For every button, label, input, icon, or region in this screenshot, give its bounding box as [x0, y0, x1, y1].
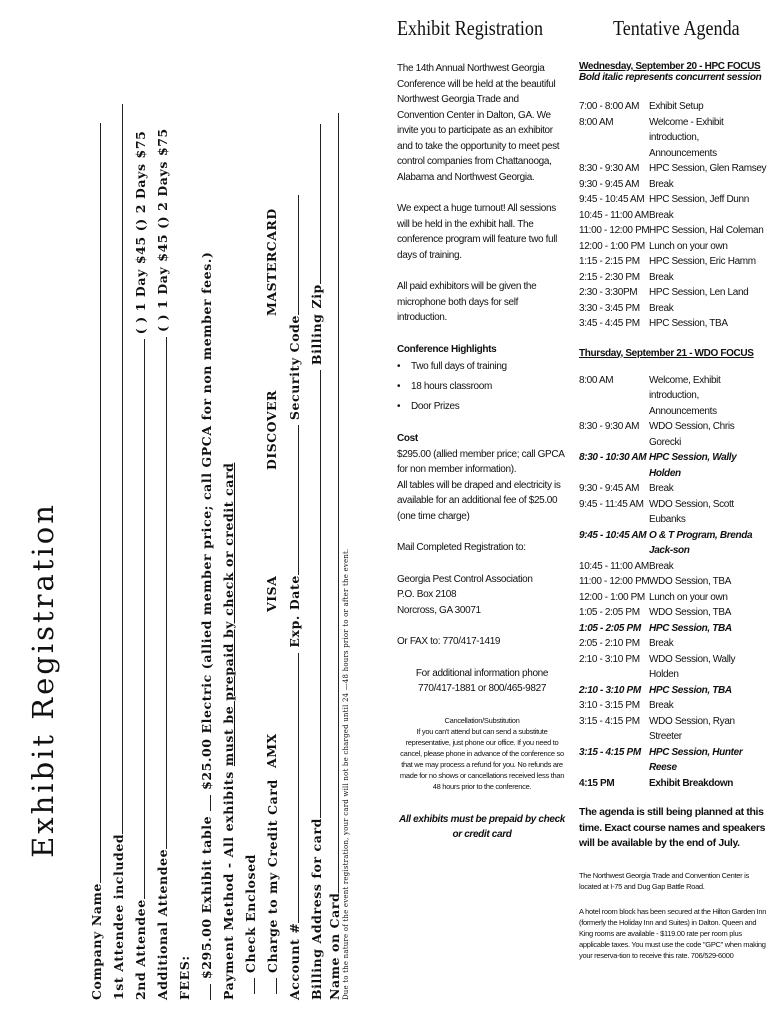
- concurrent-session-note: Bold italic represents concurrent session: [579, 72, 762, 83]
- cost-text: $295.00 (allied member price; call GPCA for non member information).: [397, 448, 564, 475]
- agenda-time: 2:15 - 2:30 PM: [579, 271, 640, 283]
- account-number-label: Account #: [287, 922, 302, 1000]
- agenda-event: HPC Session, Eric Hamm: [649, 256, 756, 267]
- attendee1-label: 1st Attendee included: [111, 833, 126, 1000]
- agenda-row: [579, 776, 767, 792]
- prepaid-notice: All exhibits must be prepaid by check or credit card: [399, 813, 565, 840]
- agenda-row: [579, 683, 767, 699]
- agenda-time: 3:45 - 4:45 PM: [579, 318, 640, 329]
- agenda-event: Lunch on your own: [649, 240, 728, 252]
- card-mastercard[interactable]: MASTERCARD: [264, 208, 279, 316]
- agenda-event: Break: [649, 700, 674, 711]
- payment-method-requirement: must be prepaid by check or credit card: [221, 462, 236, 767]
- address-line: Norcross, GA 30071: [397, 604, 481, 616]
- electric-checkbox[interactable]: [198, 795, 211, 811]
- agenda-row: [579, 590, 767, 606]
- agenda-event: Welcome - Exhibit introduction, Announcements: [649, 116, 724, 159]
- exp-date-label: Exp. Date: [287, 575, 302, 648]
- tables-text: All tables will be draped and electricity is available for an additional fee of $25.00 (one time charge): [397, 479, 561, 522]
- billing-zip-label: Billing Zip: [309, 284, 324, 366]
- electric-fee: $25.00 Electric (allied member price; call GPCA for non member fees.): [199, 251, 214, 790]
- agenda-row: [579, 115, 767, 162]
- attendee2-days-options[interactable]: ) 2 Days $75: [133, 130, 148, 225]
- agenda-time: 10:45 - 11:00 AM: [579, 560, 649, 572]
- additional-attendee-label: Additional Attendee: [155, 848, 170, 1000]
- agenda-event: HPC Session, Wally Holden: [649, 452, 737, 479]
- agenda-row: [579, 192, 767, 208]
- security-code-label: Security Code: [287, 314, 302, 421]
- agenda-time: 1:05 - 2:05 PM: [579, 622, 641, 634]
- day2-heading: Thursday, September 21 - WDO FOCUS: [579, 347, 754, 359]
- agenda-row: [579, 239, 767, 255]
- planning-note: The agenda is still being planned at this time. Exact course names and speakers will be available by the end of July.: [579, 806, 766, 849]
- agenda-row: [579, 316, 767, 332]
- agenda-row: [579, 254, 767, 270]
- agenda-event: O & T Program, Brenda Jack-son: [649, 529, 753, 556]
- agenda-time: 9:30 - 9:45 AM: [579, 483, 640, 494]
- agenda-time: 8:30 - 9:30 AM: [579, 163, 640, 174]
- additional-days-options[interactable]: ) 2 Days $75: [155, 128, 170, 223]
- agenda-time: 8:00 AM: [579, 374, 614, 386]
- agenda-time: 1:05 - 2:05 PM: [579, 607, 640, 618]
- registration-form-panel: [0, 0, 372, 1024]
- company-name-label: Company Name: [89, 883, 104, 1000]
- card-visa[interactable]: VISA: [264, 575, 279, 612]
- agenda-row: [579, 559, 767, 575]
- charge-disclaimer: Due to the nature of the event registration, your card will not be charged until 24 —48 hours prior to or after the event.: [342, 548, 350, 1000]
- exp-date-line[interactable]: [286, 425, 299, 575]
- agenda-time: 10:45 - 11:00 AM: [579, 209, 649, 221]
- agenda-row: [579, 714, 767, 745]
- attendee1-line[interactable]: [110, 104, 123, 834]
- agenda-row: [579, 301, 767, 317]
- day2-agenda: [579, 373, 767, 792]
- agenda-event: WDO Session, TBA: [649, 607, 732, 618]
- highlight-item: • Door Prizes: [411, 397, 567, 417]
- agenda-row: [579, 270, 767, 286]
- address-line: Georgia Pest Control Association: [397, 573, 533, 585]
- additional-attendee-line[interactable]: [154, 337, 167, 849]
- registration-form: [24, 50, 354, 1000]
- agenda-time: 11:00 - 12:00 PM: [579, 225, 650, 236]
- payment-method: [220, 463, 238, 1000]
- agenda-row: [579, 161, 767, 177]
- mail-label: Mail Completed Registration to:: [397, 542, 526, 553]
- highlight-item: • 18 hours classroom: [411, 377, 567, 397]
- agenda-row: [579, 450, 767, 481]
- microphone-paragraph: All paid exhibitors will be given the microphone both days for self introduction.: [397, 281, 537, 323]
- agenda-event: HPC Session, TBA: [649, 622, 732, 634]
- address-line: P.O. Box 2108: [397, 589, 457, 600]
- agenda-event: WDO Session, TBA: [649, 576, 732, 587]
- agenda-event: Break: [649, 302, 674, 314]
- agenda-row: [579, 99, 767, 115]
- agenda-row: [579, 574, 767, 590]
- agenda-time: 9:45 - 10:45 AM: [579, 194, 645, 205]
- attendee2-open-paren[interactable]: (: [133, 327, 148, 335]
- agenda-event: Exhibit Breakdown: [649, 777, 734, 789]
- agenda-time: 3:30 - 3:45 PM: [579, 302, 640, 314]
- agenda-row: [579, 636, 767, 652]
- agenda-row: [579, 698, 767, 714]
- agenda-event: WDO Session, Chris Gorecki: [649, 421, 735, 448]
- highlights-list: [397, 357, 567, 417]
- cancellation-text: If you can't attend but can send a substitute representative, just phone our office. If you need to cancel, please phone in advance of the conference so that we may process a refund for you. No refunds are made for no shows or cancellations received less than 48 hours prior to the conference.: [399, 726, 565, 791]
- exhibit-registration-heading: Exhibit Registration: [397, 16, 543, 40]
- fees-options[interactable]: [198, 252, 216, 1000]
- fees-label: FEES:: [177, 955, 192, 1000]
- agenda-time: 7:00 - 8:00 AM: [579, 101, 640, 112]
- agenda-event: Break: [649, 483, 674, 494]
- phone-info: For additional information phone 770/417-1881 or 800/465-9827: [415, 667, 549, 694]
- agenda-row: [579, 621, 767, 637]
- check-enclosed-option[interactable]: [242, 854, 260, 994]
- agenda-row: [579, 528, 767, 559]
- agenda-event: Break: [649, 209, 674, 221]
- agenda-row: [579, 285, 767, 301]
- billing-address-label: Billing Address for card: [309, 818, 324, 1000]
- agenda-row: [579, 652, 767, 683]
- cancellation-title: Cancellation/Substitution: [444, 715, 520, 725]
- agenda-time: 2:30 - 3:30PM: [579, 287, 638, 298]
- check-enclosed-label: Check Enclosed: [243, 853, 258, 974]
- agenda-row: [579, 177, 767, 193]
- exhibit-info-column: [397, 16, 567, 843]
- agenda-event: Break: [649, 560, 674, 572]
- account-number-line[interactable]: [286, 653, 299, 923]
- agenda-event: Break: [649, 178, 674, 190]
- agenda-row: [579, 208, 767, 224]
- account-number-field[interactable]: [286, 195, 304, 1000]
- attendee1-field[interactable]: [110, 104, 128, 1000]
- agenda-time: 12:00 - 1:00 PM: [579, 591, 645, 603]
- agenda-event: HPC Session, Hunter Reese: [649, 746, 743, 773]
- agenda-event: WDO Session, Wally Holden: [649, 653, 736, 680]
- agenda-time: 9:45 - 10:45 AM: [579, 529, 647, 541]
- agenda-row: [579, 605, 767, 621]
- agenda-time: 2:05 - 2:10 PM: [579, 638, 640, 649]
- attendee2-line[interactable]: [132, 339, 145, 899]
- day1-agenda: [579, 99, 767, 332]
- agenda-time: 3:15 - 4:15 PM: [579, 746, 641, 758]
- agenda-row: [579, 497, 767, 528]
- agenda-time: 9:30 - 9:45 AM: [579, 178, 640, 190]
- additional-open-paren[interactable]: (: [155, 325, 170, 332]
- agenda-event: WDO Session, Ryan Streeter: [649, 715, 735, 742]
- agenda-event: Break: [649, 638, 674, 649]
- turnout-paragraph: We expect a huge turnout! All sessions will be held in the exhibit hall. The conference program will feature two full days of training.: [397, 203, 557, 261]
- agenda-time: 2:10 - 3:10 PM: [579, 653, 640, 665]
- exhibit-table-fee: $295.00 Exhibit table: [199, 815, 214, 980]
- highlights-title: Conference Highlights: [397, 343, 497, 355]
- location-note: The Northwest Georgia Trade and Convention Center is located at I-75 and Dug Gap Battle Road.: [579, 870, 749, 891]
- agenda-event: WDO Session, Scott Eubanks: [649, 498, 734, 525]
- agenda-row: [579, 373, 767, 420]
- credit-card-label: Charge to my Credit Card: [265, 779, 280, 974]
- company-name-field[interactable]: [88, 123, 106, 1000]
- agenda-row: [579, 481, 767, 497]
- agenda-time: 1:15 - 2:15 PM: [579, 256, 640, 267]
- credit-card-checkbox[interactable]: [264, 978, 277, 994]
- day1-heading: Wednesday, September 20 - HPC FOCUS: [579, 61, 761, 72]
- agenda-time: 3:15 - 4:15 PM: [579, 715, 640, 727]
- agenda-column: [579, 16, 767, 961]
- agenda-event: HPC Session, TBA: [649, 318, 728, 329]
- name-on-card-line[interactable]: [326, 113, 339, 893]
- agenda-row: [579, 745, 767, 776]
- company-name-line[interactable]: [88, 123, 101, 883]
- hotel-note: A hotel room block has been secured at the Hilton Garden Inn (formerly the Holiday Inn and Suites) in Dalton. Queen and King rooms are available - $119.00 rate per room plus applicable taxes. You must use the code "GPC" when making your reserva-tion to receive this rate. 706/529-6000: [579, 906, 767, 960]
- agenda-row: [579, 223, 767, 239]
- agenda-event: HPC Session, Len Land: [649, 287, 749, 298]
- agenda-event: Break: [649, 271, 674, 283]
- fax-number: Or FAX to: 770/417-1419: [397, 636, 501, 647]
- mailing-address: [397, 572, 567, 619]
- cost-title: Cost: [397, 433, 418, 444]
- payment-method-label: Payment Method - All exhibits: [221, 771, 236, 1000]
- agenda-time: 2:10 - 3:10 PM: [579, 684, 641, 696]
- agenda-event: HPC Session, Hal Coleman: [649, 225, 764, 236]
- agenda-time: 4:15 PM: [579, 777, 615, 789]
- name-on-card-label: Name on Card: [327, 892, 342, 1000]
- attendee2-label: 2nd Attendee: [133, 899, 148, 1000]
- agenda-event: HPC Session, TBA: [649, 684, 732, 696]
- agenda-row: [579, 419, 767, 450]
- agenda-event: Exhibit Setup: [649, 101, 704, 112]
- attendee2-field[interactable]: [132, 131, 150, 1000]
- credit-card-option[interactable]: [264, 779, 282, 994]
- highlight-item: • Two full days of training: [411, 357, 567, 377]
- intro-paragraph: The 14th Annual Northwest Georgia Conference will be held at the beautiful Northwest Georgia Trade and Convention Center in Dalton, GA. We invite you to participate as an exhibitor and to take the opportunity to meet pest control companies from Chattanooga, Alabama and Northwest Georgia.: [397, 63, 560, 183]
- additional-attendee-field[interactable]: [154, 128, 172, 1000]
- tentative-agenda-heading: Tentative Agenda: [613, 16, 740, 40]
- card-discover[interactable]: DISCOVER: [264, 390, 279, 470]
- agenda-time: 8:30 - 10:30 AM: [579, 452, 647, 463]
- agenda-time: 12:00 - 1:00 PM: [579, 240, 645, 252]
- check-enclosed-checkbox[interactable]: [242, 978, 255, 994]
- agenda-event: HPC Session, Jeff Dunn: [649, 194, 749, 205]
- billing-address-field[interactable]: [308, 124, 326, 1000]
- agenda-time: 9:45 - 11:45 AM: [579, 498, 644, 510]
- form-title: Exhibit Registration: [26, 502, 60, 858]
- billing-address-line[interactable]: [308, 370, 321, 818]
- security-code-line[interactable]: [286, 195, 299, 315]
- additional-day-options[interactable]: ) 1 Day $45 (: [155, 222, 170, 321]
- agenda-event: Welcome, Exhibit introduction, Announcements: [649, 374, 721, 417]
- agenda-event: HPC Session, Glen Ramsey: [649, 163, 767, 174]
- attendee2-day-options[interactable]: ) 1 Day $45 (: [133, 224, 148, 323]
- agenda-event: Lunch on your own: [649, 591, 728, 603]
- agenda-time: 8:00 AM: [579, 116, 614, 128]
- agenda-time: 11:00 - 12:00 PM: [579, 576, 650, 587]
- agenda-time: 3:10 - 3:15 PM: [579, 700, 640, 711]
- billing-zip-line[interactable]: [308, 124, 321, 284]
- exhibit-table-checkbox[interactable]: [198, 984, 211, 1000]
- agenda-time: 8:30 - 9:30 AM: [579, 421, 640, 432]
- card-amx[interactable]: AMX: [264, 733, 279, 768]
